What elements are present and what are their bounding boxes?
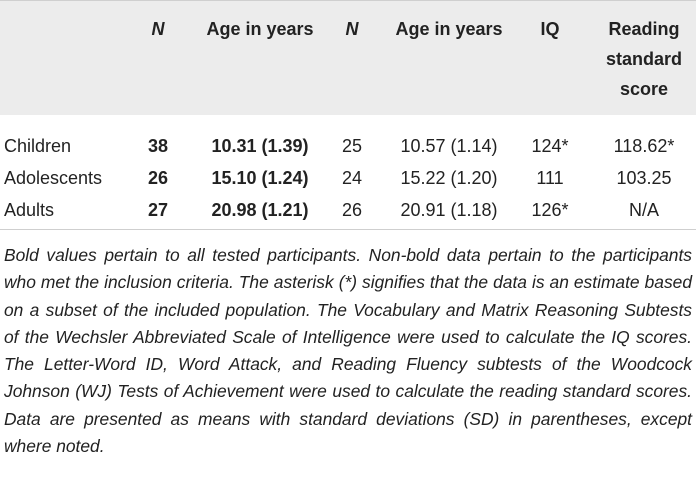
n-all-cell: 26 — [147, 168, 169, 188]
group-label: Adults — [4, 200, 55, 220]
group-label: Adolescents — [4, 168, 103, 188]
age-all-cell: 15.10 (1.24) — [211, 168, 309, 188]
n-all-cell: 27 — [147, 200, 169, 220]
table-footnote: Bold values pertain to all tested participants. Non-bold data pertain to the participants who met the inclusion criteria. The asterisk (*) signifies that the data is an estimate based on a subset of the included population. The Vocabulary and Matrix Reasoning Subtests of the Wechsler Abbreviated Scale of Intelligence were used to calculate the IQ scores. The Letter-Word ID, Word Attack, and Reading Fluency subtests of the Woodcock Johnson (WJ) Tests of Achievement were used to calculate the reading standard scores. Data are presented as means with standard deviations (SD) in parentheses, except where noted. — [4, 245, 692, 457]
table-header — [0, 0, 696, 115]
age-included-cell: 10.57 (1.14) — [400, 136, 498, 156]
age-included-cell: 15.22 (1.20) — [400, 168, 498, 188]
reading-score-cell: 118.62* — [613, 136, 675, 156]
reading-score-cell: 103.25 — [616, 168, 672, 188]
n-included-cell: 26 — [341, 200, 363, 220]
n-all-cell: 38 — [147, 136, 169, 156]
age-included-cell: 20.91 (1.18) — [400, 200, 498, 220]
header-age-included: Age in years — [395, 19, 503, 39]
table-row — [0, 162, 696, 194]
group-label: Children — [4, 136, 72, 156]
table-body — [0, 115, 696, 230]
age-all-cell: 20.98 (1.21) — [211, 200, 309, 220]
header-age-all: Age in years — [206, 19, 314, 39]
iq-cell: 126* — [531, 200, 569, 220]
header-n-all: N — [151, 19, 165, 39]
reading-score-cell: N/A — [628, 200, 659, 220]
n-included-cell: 24 — [341, 168, 363, 188]
n-included-cell: 25 — [341, 136, 363, 156]
age-all-cell: 10.31 (1.39) — [211, 136, 309, 156]
table-row — [0, 194, 696, 226]
header-iq: IQ — [540, 19, 560, 39]
table-row — [0, 130, 696, 162]
iq-cell: 111 — [536, 168, 564, 188]
header-n-included: N — [345, 19, 359, 39]
header-reading-score: Reading standard score — [605, 19, 683, 99]
iq-cell: 124* — [531, 136, 569, 156]
